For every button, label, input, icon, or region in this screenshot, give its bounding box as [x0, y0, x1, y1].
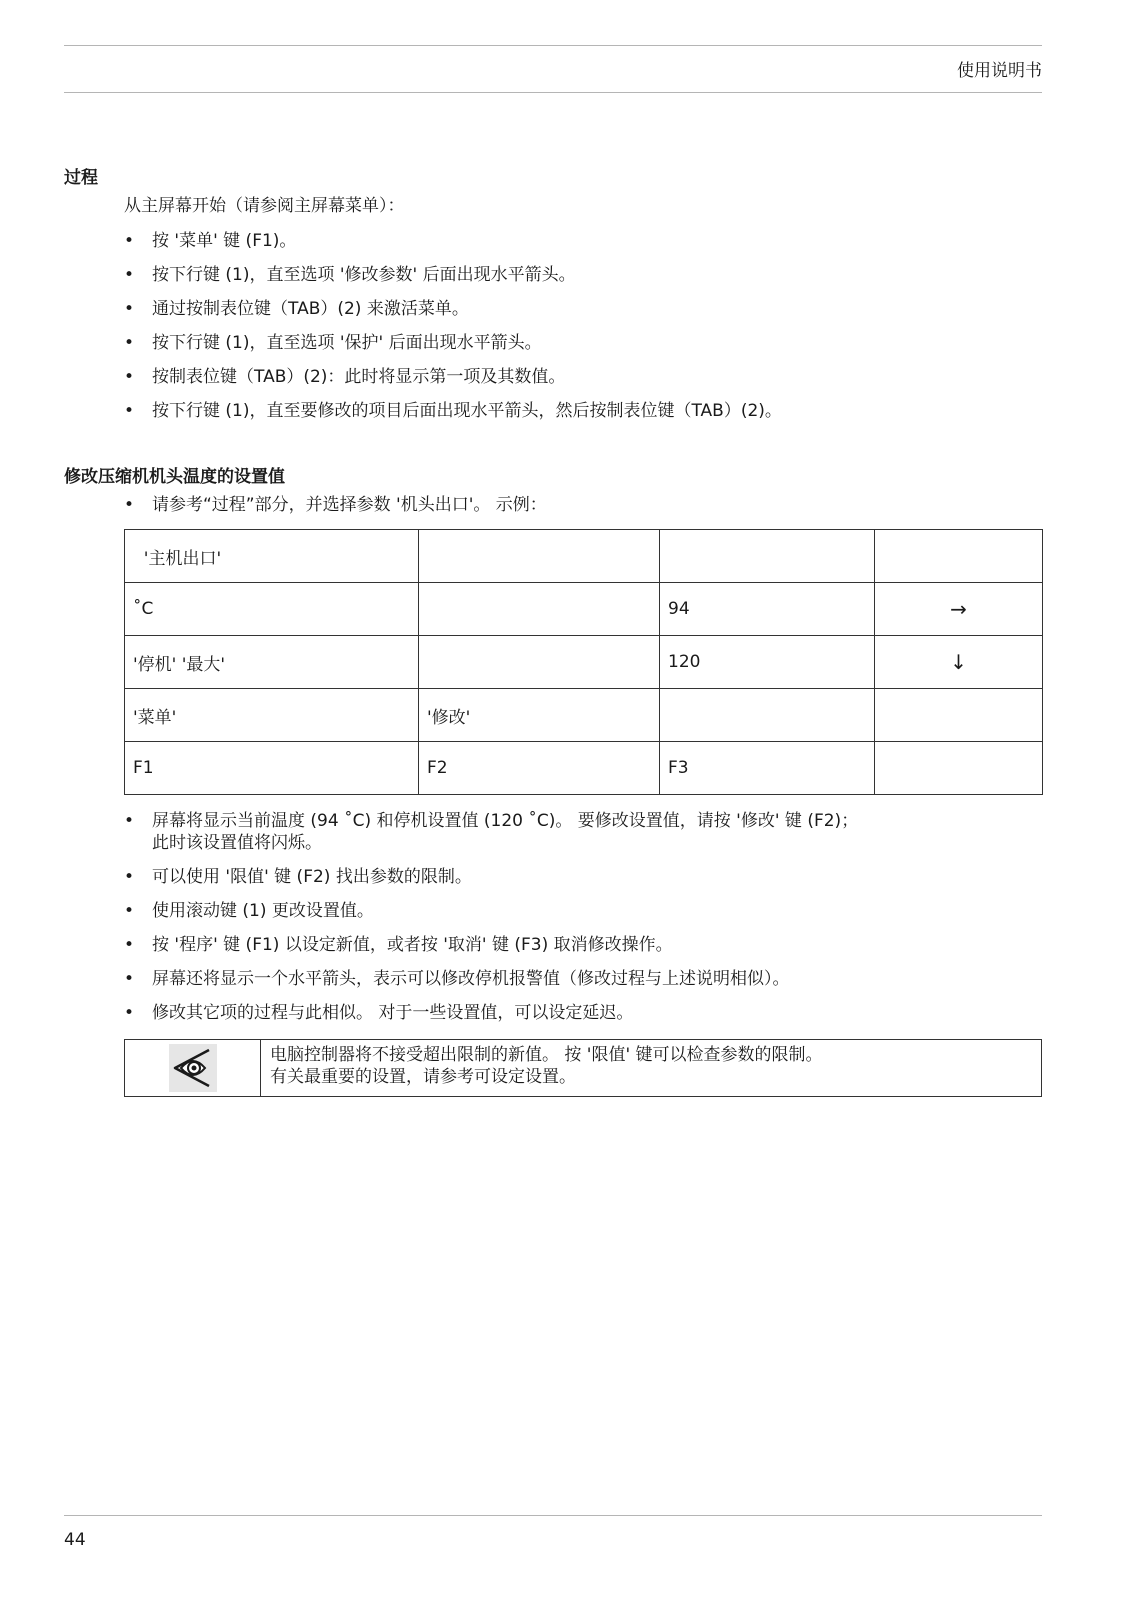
note-line: 电脑控制器将不接受超出限制的新值。 按 '限值' 键可以检查参数的限制。 — [270, 1045, 823, 1065]
table-cell: F1 — [125, 742, 419, 795]
section-modify-intro — [124, 494, 1042, 528]
process-steps-list — [124, 230, 1042, 422]
controller-display-table — [124, 529, 1043, 795]
footer-rule — [64, 1515, 1042, 1516]
table-cell — [419, 530, 660, 583]
list-item: • 修改其它项的过程与此相似。 对于一些设置值，可以设定延迟。 — [124, 1002, 1042, 1024]
down-arrow-icon: ↓ — [875, 636, 1043, 689]
table-row — [125, 583, 1043, 636]
table-cell: ˚C — [125, 583, 419, 636]
table-row — [125, 530, 1043, 583]
table-cell: F3 — [660, 742, 875, 795]
header-bottom-rule — [64, 92, 1042, 93]
table-cell — [875, 530, 1043, 583]
table-row — [125, 742, 1043, 795]
note-icon-cell — [125, 1040, 261, 1096]
section-modify-steps — [124, 810, 1042, 1036]
header-top-rule — [64, 45, 1042, 46]
section-title-process: 过程 — [64, 168, 98, 188]
section-process-body — [124, 196, 1042, 434]
page-number: 44 — [64, 1530, 86, 1550]
table-cell — [419, 636, 660, 689]
table-cell: 120 — [660, 636, 875, 689]
list-item: • 按下行键 (1)，直至选项 '修改参数' 后面出现水平箭头。 — [124, 264, 1042, 286]
list-item: • 屏幕还将显示一个水平箭头，表示可以修改停机报警值（修改过程与上述说明相似）。 — [124, 968, 1042, 990]
list-item: • 按制表位键（TAB）(2)：此时将显示第一项及其数值。 — [124, 366, 1042, 388]
table-cell: '主机出口' — [125, 530, 419, 583]
header-title: 使用说明书 — [957, 61, 1042, 81]
table-cell: F2 — [419, 742, 660, 795]
table-cell — [660, 530, 875, 583]
list-item: • 请参考“过程”部分，并选择参数 '机头出口'。 示例： — [124, 494, 1042, 516]
table-cell — [660, 689, 875, 742]
list-item: • 按 '程序' 键 (F1) 以设定新值，或者按 '取消' 键 (F3) 取消修改操作。 — [124, 934, 1042, 956]
list-item: • 屏幕将显示当前温度 (94 ˚C) 和停机设置值 (120 ˚C)。 要修改设置值，请按 '修改' 键 (F2)；此时该设置值将闪烁。 — [124, 810, 872, 854]
table-cell — [419, 583, 660, 636]
list-item: • 可以使用 '限值' 键 (F2) 找出参数的限制。 — [124, 866, 1042, 888]
table-row — [125, 689, 1043, 742]
list-item: • 按下行键 (1)，直至选项 '保护' 后面出现水平箭头。 — [124, 332, 1042, 354]
eye-caution-icon — [169, 1044, 217, 1092]
list-item: • 按下行键 (1)，直至要修改的项目后面出现水平箭头，然后按制表位键（TAB）(2)。 — [124, 400, 1042, 422]
note-line: 有关最重要的设置，请参考可设定设置。 — [270, 1067, 576, 1087]
note-box — [124, 1039, 1042, 1097]
right-arrow-icon: → — [875, 583, 1043, 636]
table-cell — [875, 742, 1043, 795]
list-item: • 通过按制表位键（TAB）(2) 来激活菜单。 — [124, 298, 1042, 320]
section-title-modify-temperature: 修改压缩机机头温度的设置值 — [64, 467, 285, 487]
list-item: • 按 '菜单' 键 (F1)。 — [124, 230, 1042, 252]
note-text — [261, 1040, 832, 1096]
table-cell: '停机' '最大' — [125, 636, 419, 689]
list-item: • 使用滚动键 (1) 更改设置值。 — [124, 900, 1042, 922]
table-row — [125, 636, 1043, 689]
modify-steps-list — [124, 810, 1042, 1024]
table-cell: '修改' — [419, 689, 660, 742]
table-cell: 94 — [660, 583, 875, 636]
section-process-intro: 从主屏幕开始（请参阅主屏幕菜单）： — [124, 196, 405, 216]
table-cell: '菜单' — [125, 689, 419, 742]
table-cell — [875, 689, 1043, 742]
